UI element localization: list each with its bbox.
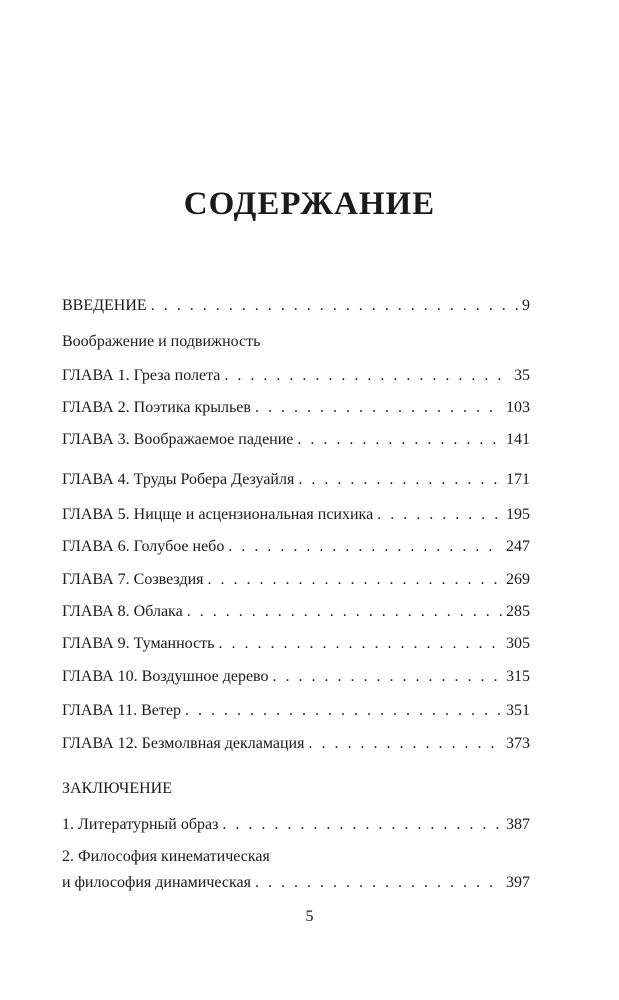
toc-entry-page: 195 — [506, 506, 530, 523]
page-number: 5 — [305, 908, 314, 925]
toc-entry-label: ГЛАВА 4. Труды Робера Дезуайля — [62, 471, 295, 488]
leader-dots — [272, 667, 502, 687]
toc-entry-label: ВВЕДЕНИЕ — [62, 297, 147, 314]
leader-dots — [255, 398, 502, 418]
toc-section-heading: ЗАКЛЮЧЕНИЕ — [62, 780, 172, 797]
toc-entry-chapter-5 — [62, 505, 530, 525]
toc-entry-label: ГЛАВА 6. Голубое небо — [62, 538, 225, 555]
page-title: СОДЕРЖАНИЕ — [183, 186, 436, 222]
toc-entry-page: 269 — [506, 571, 530, 588]
toc-entry-introduction — [62, 296, 530, 316]
toc-entry-label: ГЛАВА 8. Облака — [62, 603, 183, 620]
toc-entry-page: 171 — [506, 471, 530, 488]
leader-dots — [218, 634, 502, 654]
toc-entry-label: ГЛАВА 11. Ветер — [62, 702, 181, 719]
leader-dots — [151, 296, 518, 316]
toc-entry-chapter-7 — [62, 570, 530, 590]
leader-dots — [224, 366, 510, 386]
toc-entry-label: ГЛАВА 12. Безмолвная декламация — [62, 735, 305, 752]
toc-entry-page: 247 — [506, 538, 530, 555]
toc-entry-page: 387 — [506, 816, 530, 833]
toc-entry-chapter-3 — [62, 430, 530, 450]
toc-entry-chapter-4 — [62, 470, 530, 490]
toc-entry-conclusion-2 — [62, 873, 530, 893]
toc-entry-chapter-2 — [62, 398, 530, 418]
leader-dots — [228, 537, 502, 557]
toc-entry-label: 2. Философия кинематическая — [62, 848, 270, 865]
toc-entry-page: 315 — [506, 668, 530, 685]
toc-entry-chapter-6 — [62, 537, 530, 557]
toc-entry-page: 285 — [506, 603, 530, 620]
toc-section-heading: Воображение и подвижность — [62, 333, 261, 350]
toc-entry-chapter-8 — [62, 602, 530, 622]
toc-entry-page: 305 — [506, 635, 530, 652]
toc-entry-label: ГЛАВА 2. Поэтика крыльев — [62, 399, 251, 416]
toc-entry-label: ГЛАВА 5. Ницще и асцензиональная психика — [62, 506, 374, 523]
leader-dots — [187, 602, 502, 622]
toc-entry-chapter-11 — [62, 701, 530, 721]
toc-entry-page: 103 — [506, 399, 530, 416]
toc-entry-chapter-9 — [62, 634, 530, 654]
toc-entry-chapter-1 — [62, 366, 530, 386]
leader-dots — [297, 430, 502, 450]
toc-entry-label: ГЛАВА 10. Воздушное дерево — [62, 668, 269, 685]
leader-dots — [298, 470, 502, 490]
leader-dots — [222, 815, 502, 835]
toc-entry-label: ГЛАВА 1. Греза полета — [62, 367, 221, 384]
toc-entry-label: ГЛАВА 9. Туманность — [62, 635, 215, 652]
toc-entry-page: 373 — [506, 735, 530, 752]
toc-entry-page: 351 — [506, 702, 530, 719]
toc-entry-conclusion-1 — [62, 815, 530, 835]
toc-entry-label: и философия динамическая — [62, 874, 251, 891]
toc-entry-label: ГЛАВА 3. Воображаемое падение — [62, 431, 294, 448]
leader-dots — [255, 873, 502, 893]
toc-entry-page: 397 — [506, 874, 530, 891]
toc-entry-chapter-10 — [62, 667, 530, 687]
leader-dots — [308, 734, 502, 754]
toc-entry-label: ГЛАВА 7. Созвездия — [62, 571, 204, 588]
leader-dots — [377, 505, 502, 525]
leader-dots — [208, 570, 502, 590]
toc-entry-page: 141 — [506, 431, 530, 448]
toc-entry-chapter-12 — [62, 734, 530, 754]
toc-entry-page: 35 — [514, 367, 530, 384]
toc-entry-label: 1. Литературный образ — [62, 816, 219, 833]
toc-entry-page: 9 — [522, 297, 530, 314]
leader-dots — [185, 701, 502, 721]
